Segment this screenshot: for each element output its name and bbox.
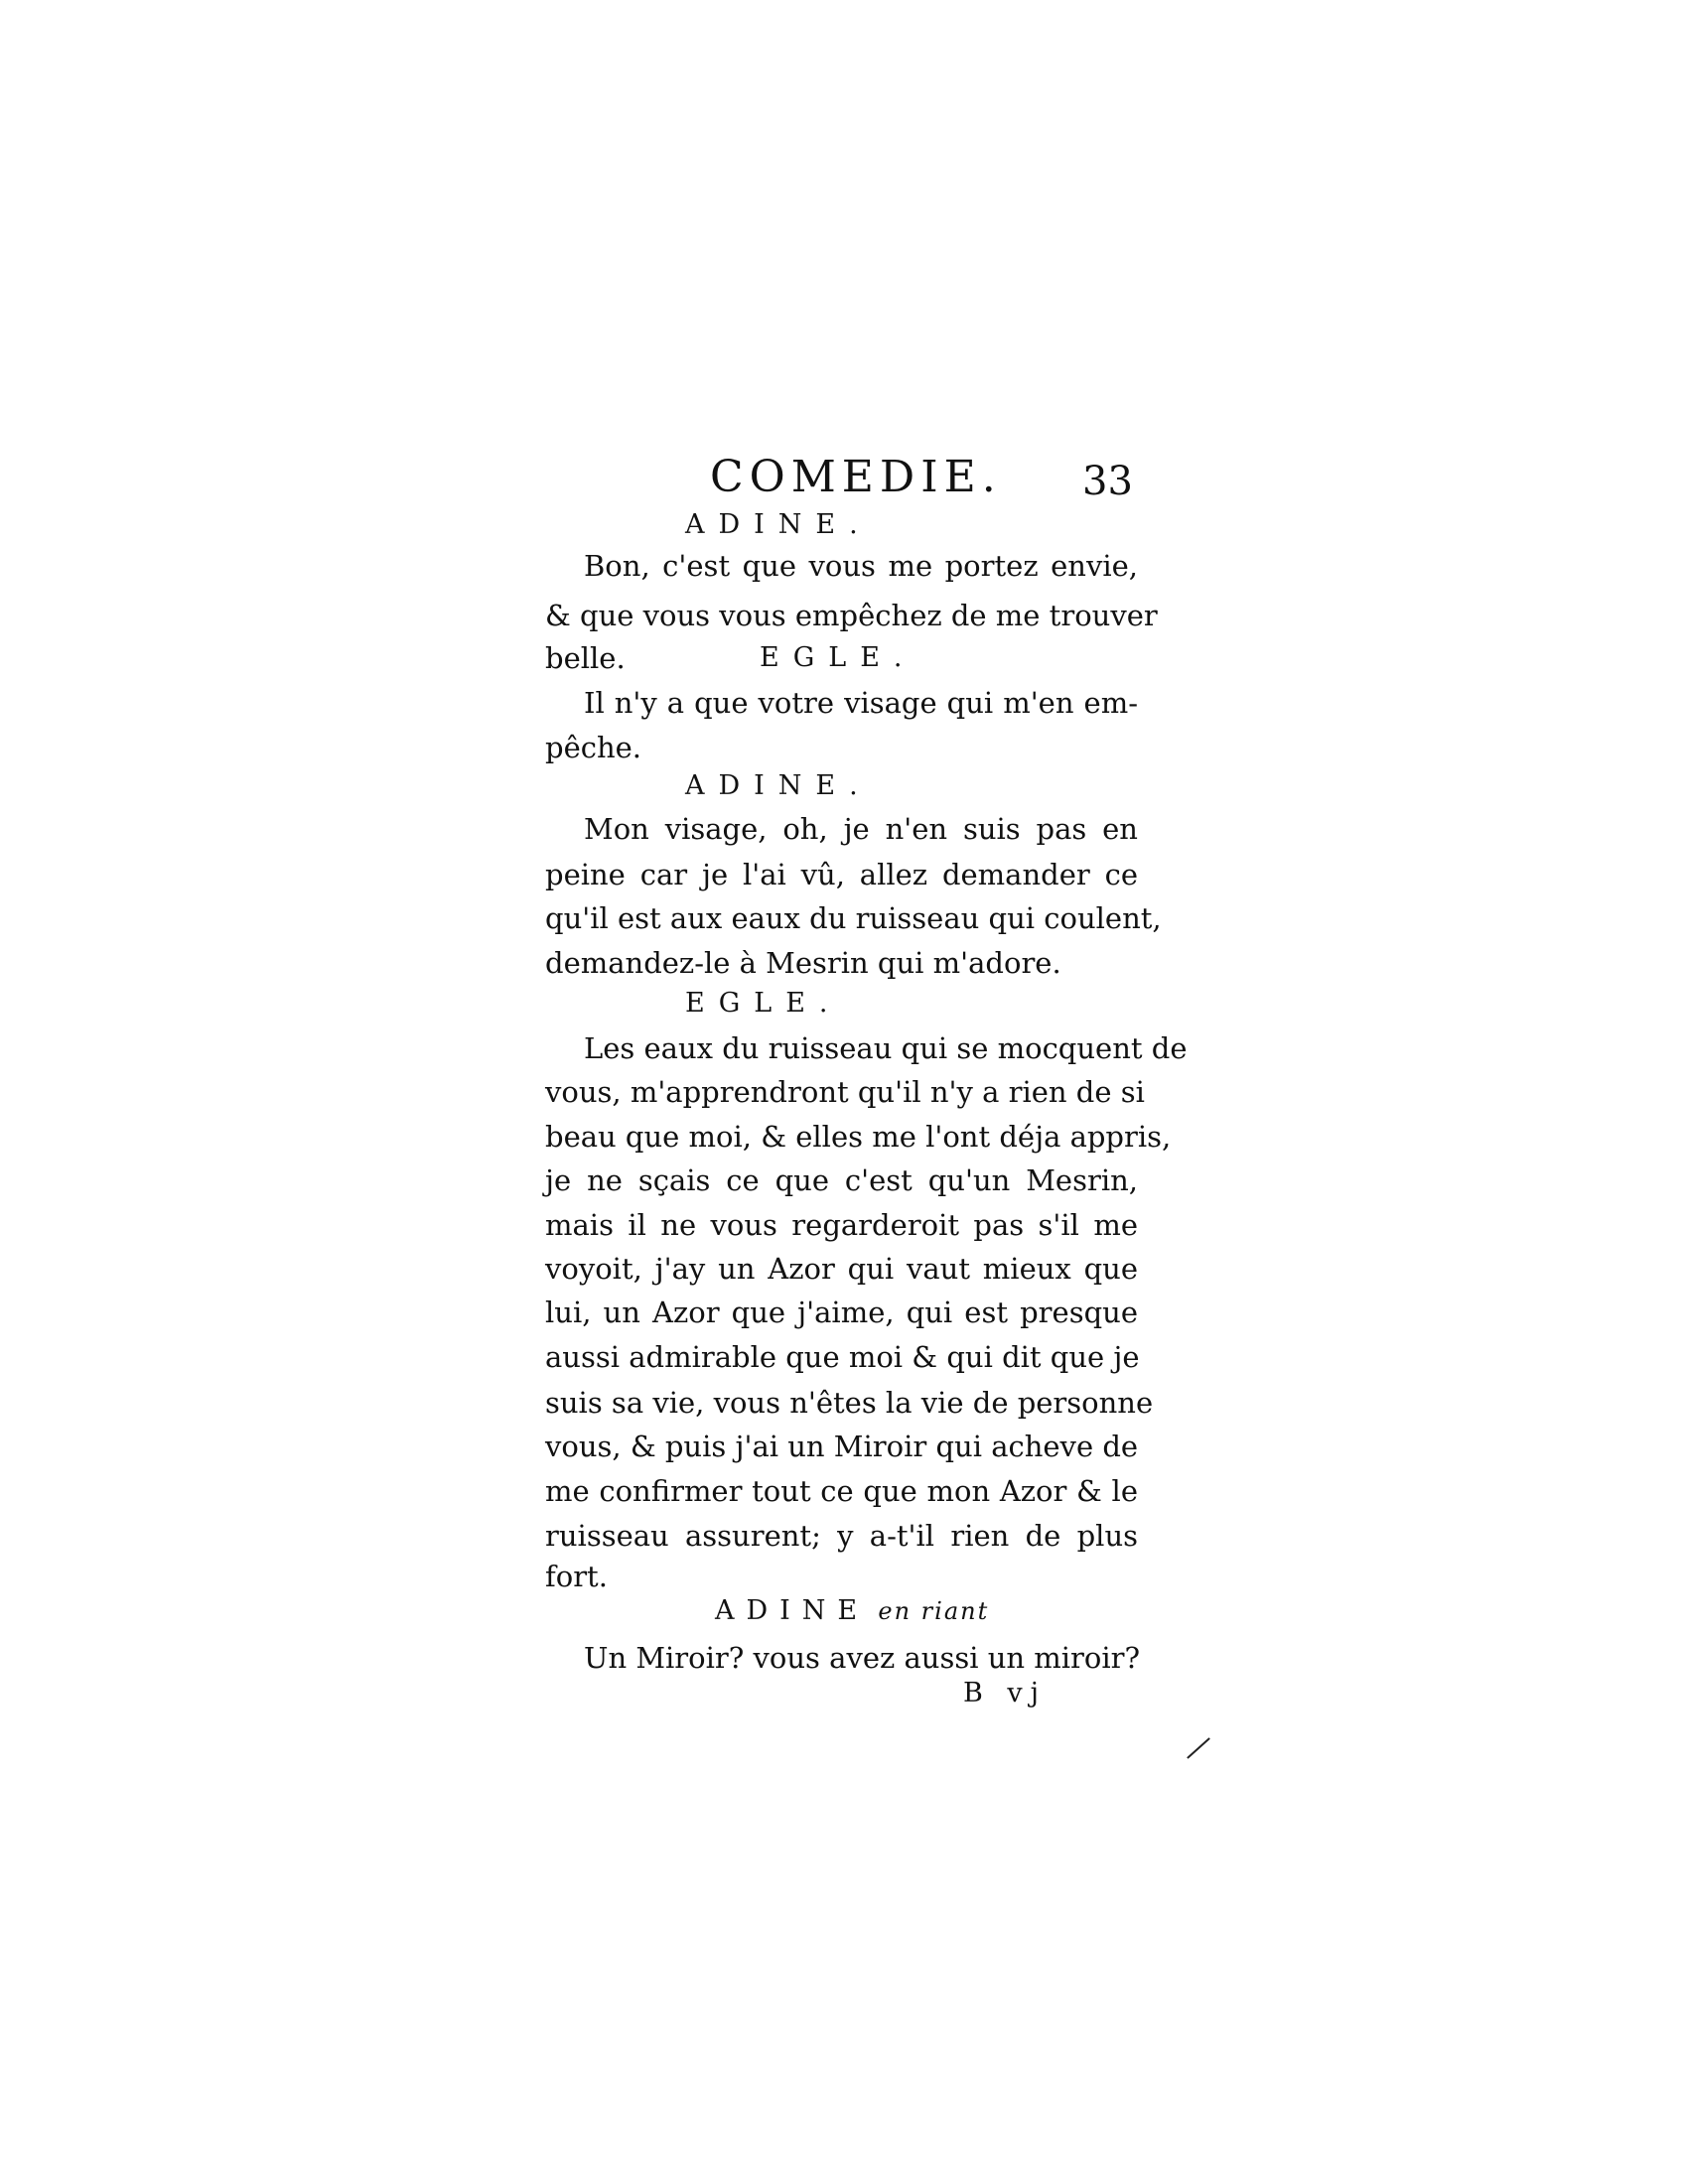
text-line: & que vous vous empêchez de me trouver (545, 599, 1158, 632)
text-line: suis sa vie, vous n'êtes la vie de personne (545, 1386, 1154, 1420)
text-line: Mon visage, oh, je n'en suis pas en (584, 812, 1138, 846)
page-number: 33 (1082, 459, 1133, 504)
running-title: COMEDIE. (710, 452, 1002, 502)
text-line: Les eaux du ruisseau qui se mocquent de (584, 1031, 1188, 1065)
direction-text: en riant (878, 1597, 990, 1625)
text-line: Il n'y a que votre visage qui m'en em- (584, 686, 1138, 720)
text-line: Bon, c'est que vous me portez envie, (584, 549, 1138, 583)
stray-mark (1187, 1737, 1210, 1759)
text-line: voyoit, j'ay un Azor qui vaut mieux que (545, 1252, 1138, 1286)
text-line: qu'il est aux eaux du ruisseau qui coulent, (545, 901, 1162, 935)
signature-mark: B vj (963, 1678, 1048, 1708)
text-line: aussi admirable que moi & qui dit que je (545, 1340, 1140, 1374)
stage-direction (715, 1589, 989, 1631)
text-line: je ne sçais ce que c'est qu'un Mesrin, (545, 1163, 1138, 1197)
speaker-inline-egle: EGLE. (760, 642, 916, 673)
text-line: mais il ne vous regarderoit pas s'il me (545, 1208, 1138, 1242)
text-line: belle. (545, 641, 626, 675)
text-line: peine car je l'ai vû, allez demander ce (545, 858, 1138, 891)
speaker-heading: ADINE. (685, 770, 872, 801)
text-line: vous, m'apprendront qu'il n'y a rien de si (545, 1075, 1145, 1109)
text-line: beau que moi, & elles me l'ont déja appris, (545, 1120, 1172, 1154)
text-line: pêche. (545, 731, 642, 764)
text-line: vous, & puis j'ai un Miroir qui acheve de (545, 1430, 1139, 1463)
text-line: lui, un Azor que j'aime, qui est presque (545, 1296, 1138, 1329)
text-line: fort. (545, 1560, 608, 1593)
final-line: Un Miroir? vous avez aussi un miroir? (584, 1641, 1141, 1675)
text-line: demandez-le à Mesrin qui m'adore. (545, 946, 1061, 980)
speaker-heading: EGLE. (685, 988, 842, 1019)
text-line: me confirmer tout ce que mon Azor & le (545, 1474, 1138, 1508)
text-line: ruisseau assurent; y a-t'il rien de plus (545, 1519, 1138, 1553)
speaker-heading: ADINE. (685, 509, 872, 540)
speaker-name: ADINE (715, 1595, 870, 1626)
